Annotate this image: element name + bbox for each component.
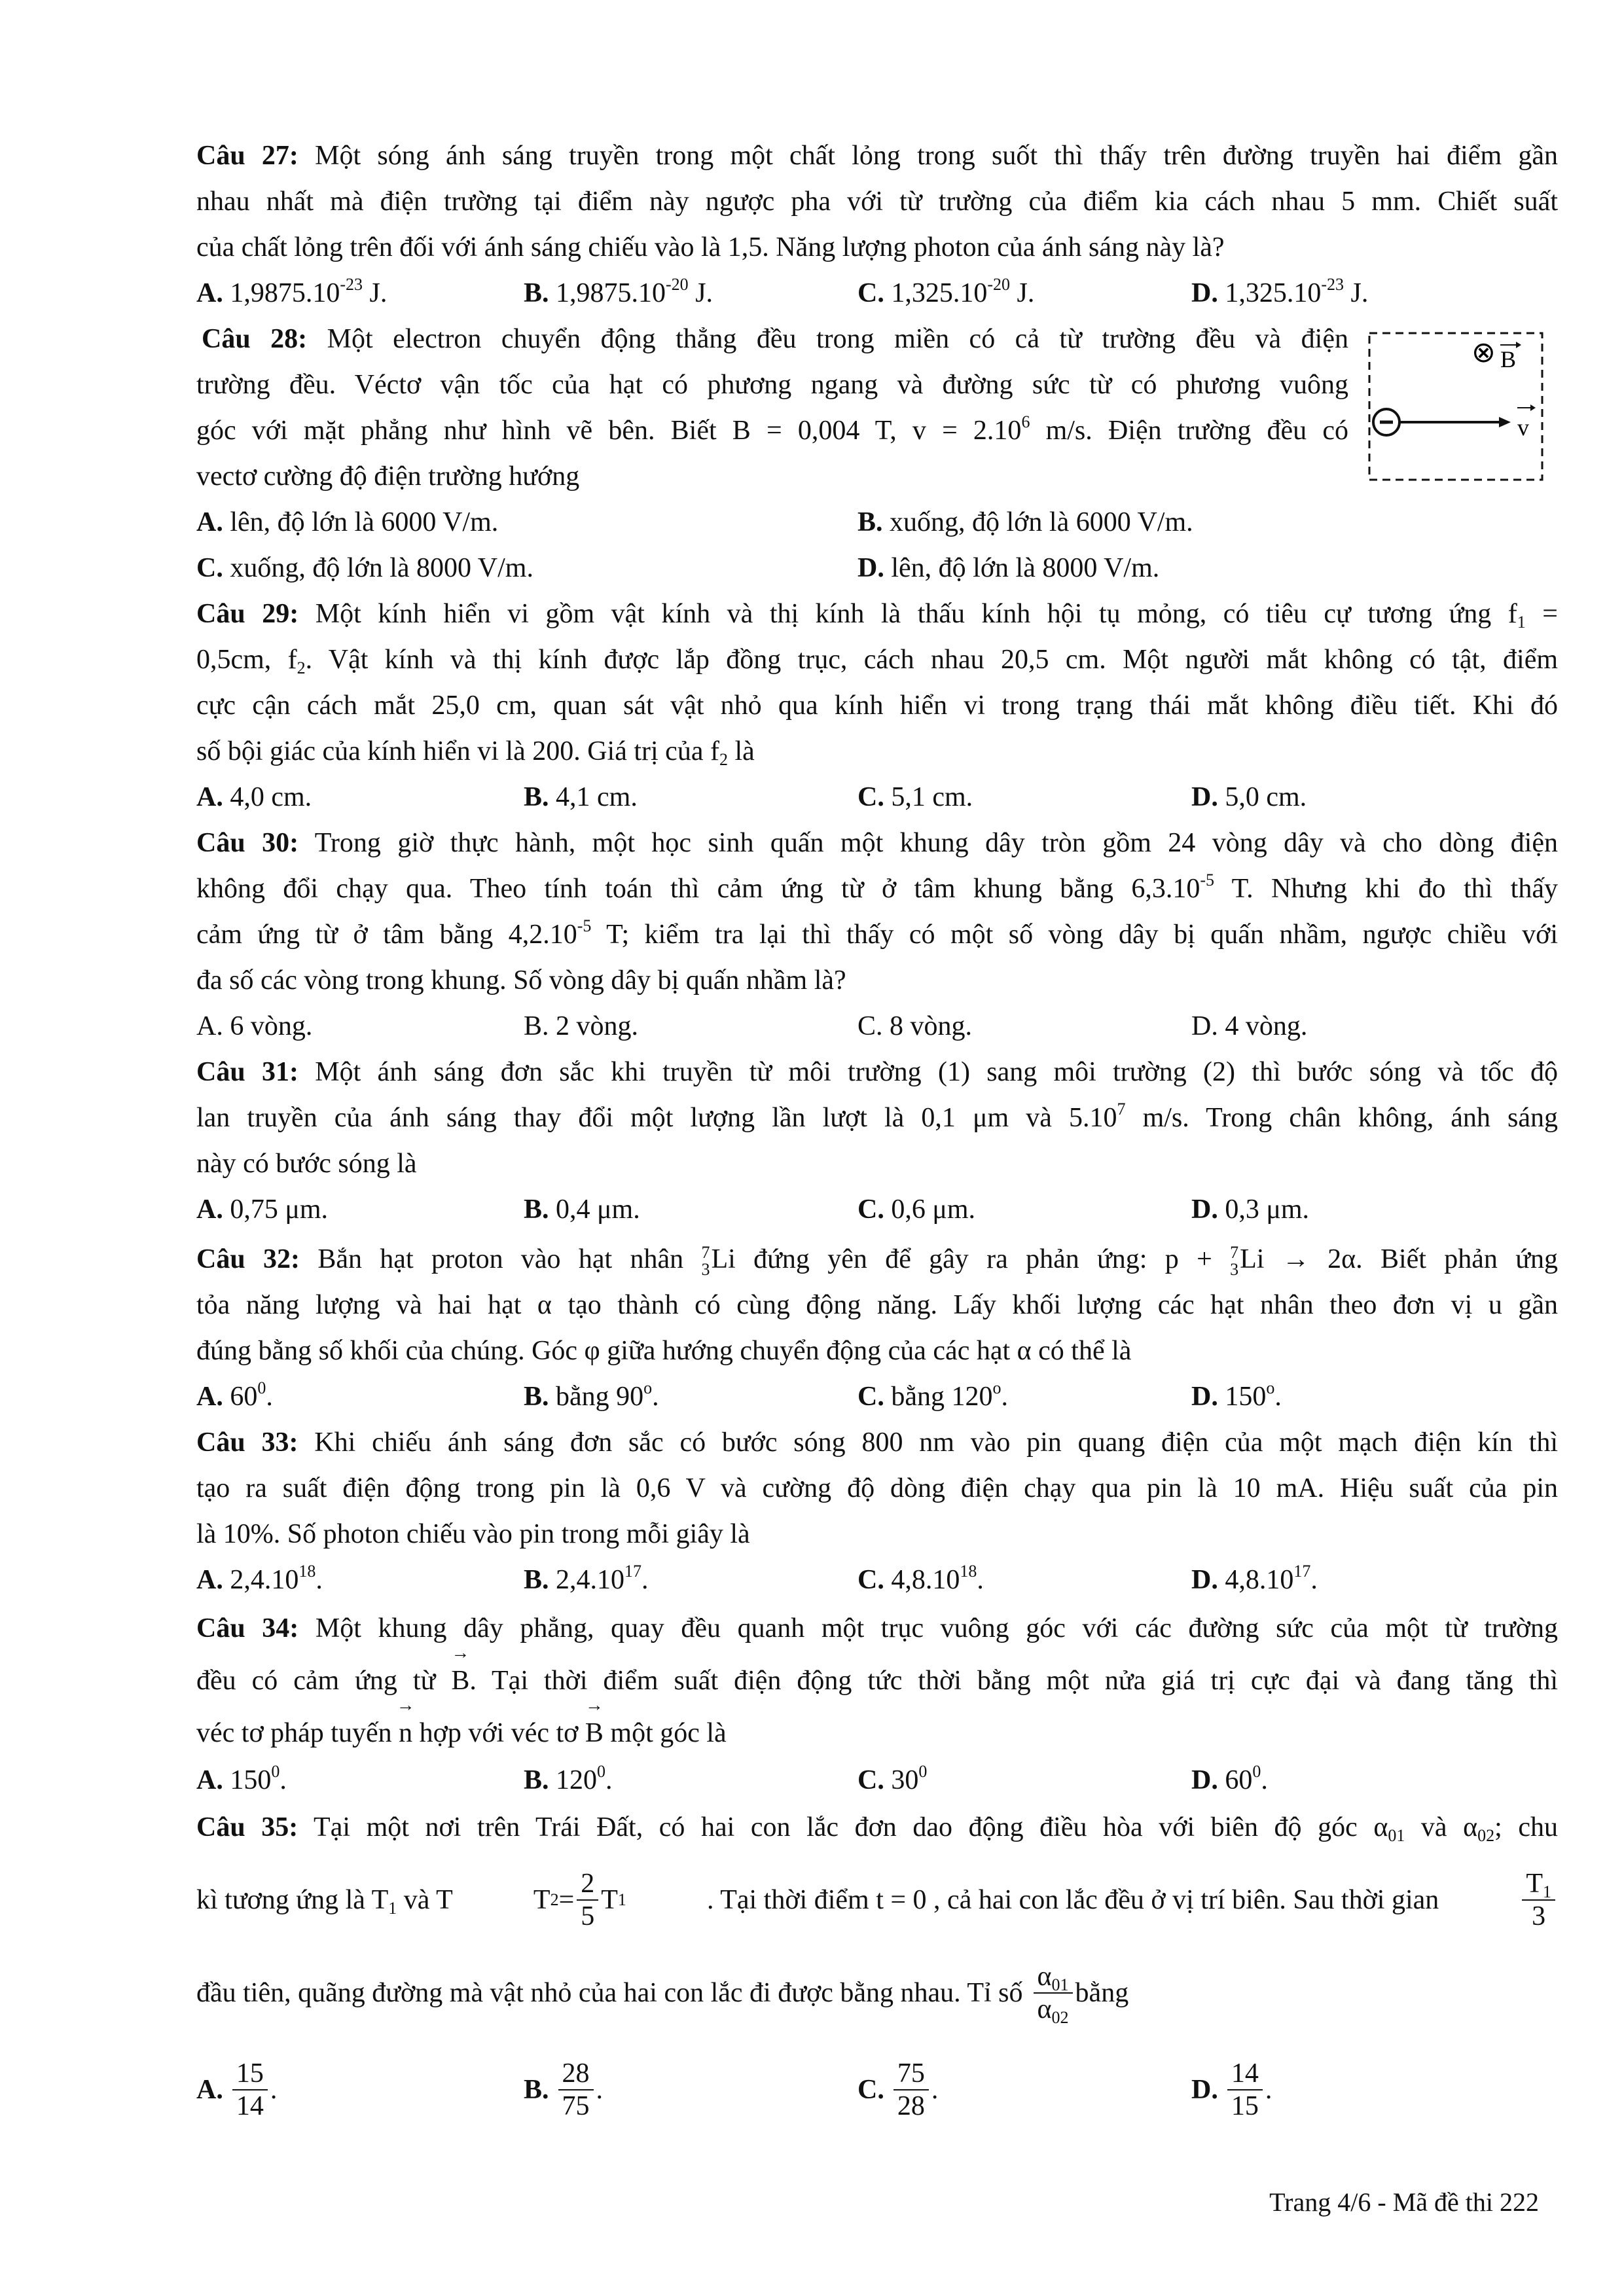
q29-line-3 xyxy=(196,687,1558,724)
page-footer: Trang 4/6 - Mã đề thi 222 xyxy=(1269,2187,1539,2217)
q28-line-1 xyxy=(202,321,1348,357)
q32-line-1: Câu 32: Bắn hạt proton vào hạt nhân 7 3 Li đứng yên để gây ra phản ứng: p + 7 3 Li → 2α. Biết phản ứng xyxy=(196,1243,1558,1280)
q28-option-a[interactable]: A. lên, độ lớn là 6000 V/m. xyxy=(196,507,499,537)
q27-line-2 xyxy=(196,183,1558,220)
q35-option-d[interactable]: D. $\frac{14}{15}$ . xyxy=(1191,2058,1272,2121)
q28-text-2: trường đều. Véctơ vận tốc của hạt có phương ngang và đường sức từ có phương vuông xyxy=(196,370,1348,400)
q34-option-a[interactable]: A. $150^0$. xyxy=(196,1762,287,1795)
q29-option-c[interactable]: C. 5,1 cm. xyxy=(857,782,973,812)
q34-line-3: véc tơ pháp tuyến → n hợp với véc tơ → B một góc là xyxy=(196,1715,1558,1751)
q30-option-b[interactable]: B. 2 vòng. xyxy=(524,1011,639,1041)
q27-option-a[interactable]: A. $1,9875.10^{-23}$ J. xyxy=(196,275,388,308)
v-vector-arrowhead xyxy=(1530,404,1536,411)
q33-line-2: tạo ra suất điện động trong pin là 0,6 V và cường độ dòng điện chạy qua pin là 10 mA. Hiệu suất của pin xyxy=(196,1473,1558,1503)
q28-field-diagram xyxy=(1367,331,1545,482)
q33-line-1: Câu 33: Khi chiếu ánh sáng đơn sắc có bước sóng 800 nm vào pin quang điện của một mạch điện kín thì xyxy=(196,1427,1559,1458)
diagram-dashed-border xyxy=(1369,333,1542,480)
q33-option-d[interactable]: D. 4,8.10$^{17}$. xyxy=(1191,1562,1318,1595)
q31-label: Câu 31: xyxy=(196,1057,298,1087)
q31-line-2: lan truyền của ánh sáng thay đổi một lượng lần lượt là 0,1 μm và 5.10$^7$ m/s. Trong chân không, ánh sáng xyxy=(196,1100,1559,1133)
q29-line-1: Câu 29: Một kính hiển vi gồm vật kính và thị kính là thấu kính hội tụ mỏng, có tiêu cự tương ứng $f_1$ = xyxy=(196,599,1558,632)
q31-line-1: Câu 31: Một ánh sáng đơn sắc khi truyền từ môi trường (1) sang môi trường (2) thì bước sóng và tốc độ xyxy=(196,1057,1558,1087)
q29-option-b[interactable]: B. 4,1 cm. xyxy=(524,782,638,812)
q34-line-2: đều có cảm ứng từ → B. Tại thời điểm suất điện động tức thời bằng một nửa giá trị cực đại và đang tăng thì xyxy=(196,1662,1558,1699)
q27-line-1 xyxy=(196,137,1558,174)
q27-text-1: Một sóng ánh sáng truyền trong một chất lỏng trong suốt thì thấy trên đường truyền hai điểm gần xyxy=(298,141,1558,171)
q30-line-3: cảm ứng từ ở tâm bằng $4,2.10^{-5}$ T; kiểm tra lại thì thấy có một số vòng dây bị quấn nhầm, ngược chiều với xyxy=(196,916,1558,950)
q28-label: Câu 28: xyxy=(202,324,308,354)
q31-option-c[interactable]: C. 0,6 μm. xyxy=(857,1194,976,1225)
q29-option-d[interactable]: D. 5,0 cm. xyxy=(1191,782,1307,812)
q27-label: Câu 27: xyxy=(196,141,298,171)
v-label: v xyxy=(1517,414,1529,440)
b-field-label: B xyxy=(1500,346,1517,372)
q33-option-b[interactable]: B. 2,4.10$^{17}$. xyxy=(524,1562,649,1595)
vector-n-symbol: → n xyxy=(399,1715,412,1751)
q35-option-c[interactable]: C. $\frac{75}{28}$ . xyxy=(857,2058,939,2121)
q28-line-3: góc với mặt phẳng như hình vẽ bên. Biết B = 0,004 T, $v = 2.10^6$ m/s. Điện trường đều có xyxy=(196,412,1348,446)
q32-option-d[interactable]: D. 150$^o$. xyxy=(1191,1378,1282,1412)
q33-option-c[interactable]: C. 4,8.10$^{18}$. xyxy=(857,1562,984,1595)
q30-line-1: Câu 30: Trong giờ thực hành, một học sinh quấn một khung dây tròn gồm 24 vòng dây và cho dòng điện xyxy=(196,828,1558,858)
q35-option-a[interactable]: A. $\frac{15}{14}$ . xyxy=(196,2058,278,2121)
q33-label: Câu 33: xyxy=(196,1427,298,1458)
q35-line-3: đầu tiên, quãng đường mà vật nhỏ của hai con lắc đi được bằng nhau. Tỉ số $\frac{\alpha_{01}}{\alpha_{02}}$ bằng xyxy=(196,1962,1129,2027)
q30-option-a[interactable]: A. 6 vòng. xyxy=(196,1011,313,1041)
q35-line-1: Câu 35: Tại một nơi trên Trái Đất, có hai con lắc đơn dao động điều hòa với biên độ góc $\alpha_{01}$ và $\alpha_{02}$; chu xyxy=(196,1812,1559,1845)
vector-b-symbol-2: → B xyxy=(585,1715,604,1751)
q34-option-b[interactable]: B. $120^0$. xyxy=(524,1762,613,1795)
lithium-nuclide-2: 7 3 xyxy=(1230,1243,1239,1280)
q31-option-a[interactable]: A. 0,75 μm. xyxy=(196,1194,329,1225)
q27-option-d[interactable]: D. $1,325.10^{-23}$ J. xyxy=(1191,275,1369,308)
fraction-two-fifths: $\frac{2}{5}$ xyxy=(577,1868,598,1932)
fraction-t1-over-3: $\frac{T_1}{3}$ xyxy=(1522,1868,1555,1932)
b-vector-arrowhead xyxy=(1516,342,1521,348)
q29-option-a[interactable]: A. 4,0 cm. xyxy=(196,782,312,812)
q34-line-1: Câu 34: Một khung dây phẳng, quay đều quanh một trục vuông góc với các đường sức của một từ trường xyxy=(196,1613,1558,1643)
q30-line-4: đa số các vòng trong khung. Số vòng dây bị quấn nhầm là? xyxy=(196,965,846,996)
q34-option-c[interactable]: C. $30^0$ xyxy=(857,1762,928,1795)
q28-diagram-svg xyxy=(1367,331,1545,482)
q34-option-d[interactable]: D. $60^0$. xyxy=(1191,1762,1268,1795)
q33-option-a[interactable]: A. 2,4.10$^{18}$. xyxy=(196,1562,323,1595)
q28-text-4: vectơ cường độ điện trường hướng xyxy=(196,461,580,492)
q27-text-2: nhau nhất mà điện trường tại điểm này ngược pha với từ trường của điểm kia cách nhau 5 mm. Chiết suất xyxy=(196,187,1558,217)
q27-option-b[interactable]: B. $1,9875.10^{-20}$ J. xyxy=(524,275,713,308)
q28-line-2 xyxy=(196,367,1348,403)
lithium-nuclide-1: 7 3 xyxy=(701,1243,710,1280)
q30-option-d[interactable]: D. 4 vòng. xyxy=(1191,1011,1308,1041)
q29-label: Câu 29: xyxy=(196,599,299,629)
q32-label: Câu 32: xyxy=(196,1244,300,1274)
q28-option-b[interactable]: B. xuống, độ lớn là 6000 V/m. xyxy=(857,507,1193,537)
q27-text-3: của chất lỏng trên đối với ánh sáng chiếu vào là 1,5. Năng lượng photon của ánh sáng này là? xyxy=(196,232,1225,262)
q35-line-2: kì tương ứng là $T_1$ và T T 2 = $\frac{2}{5}$ T 1 . Tại thời điểm t = 0 , cả hai con lắc đều ở vị trí biên. Sau thời gian $\frac{T_1}{3}$ xyxy=(196,1864,1558,1936)
q31-line-3: này có bước sóng là xyxy=(196,1149,417,1179)
q30-line-2: không đổi chạy qua. Theo tính toán thì cảm ứng từ ở tâm khung bằng $6,3.10^{-5}$ T. Nhưng khi đo thì thấy xyxy=(196,870,1558,904)
q28-option-c[interactable]: C. xuống, độ lớn là 8000 V/m. xyxy=(196,553,533,583)
q34-label: Câu 34: xyxy=(196,1613,299,1643)
q31-option-b[interactable]: B. 0,4 μm. xyxy=(524,1194,640,1225)
q27-option-c[interactable]: C. $1,325.10^{-20}$ J. xyxy=(857,275,1035,308)
q32-option-a[interactable]: A. $60^0$. xyxy=(196,1378,273,1412)
q28-option-d[interactable]: D. lên, độ lớn là 8000 V/m. xyxy=(857,553,1160,583)
q28-text-1: Một electron chuyển động thẳng đều trong miền có cả từ trường đều và điện xyxy=(307,324,1348,354)
velocity-arrowhead-icon xyxy=(1499,417,1511,427)
q27-line-3 xyxy=(196,229,1558,266)
q31-option-d[interactable]: D. 0,3 μm. xyxy=(1191,1194,1310,1225)
q32-line-2: tỏa năng lượng và hai hạt α tạo thành có cùng động năng. Lấy khối lượng các hạt nhân theo đơn vị u gần xyxy=(196,1290,1558,1320)
q33-line-3: là 10%. Số photon chiếu vào pin trong mỗi giây là xyxy=(196,1519,750,1549)
magnetic-field-into-page-icon: ⊗ xyxy=(1471,336,1496,369)
q30-label: Câu 30: xyxy=(196,828,299,858)
q29-line-4: số bội giác của kính hiển vi là 200. Giá trị của $f_2$ là xyxy=(196,736,755,769)
q35-option-b[interactable]: B. $\frac{28}{75}$ . xyxy=(524,2058,604,2121)
q32-option-b[interactable]: B. bằng 90$^o$. xyxy=(524,1378,659,1412)
q32-option-c[interactable]: C. bằng 120$^o$. xyxy=(857,1378,1008,1412)
q32-line-3: đúng bằng số khối của chúng. Góc φ giữa hướng chuyển động của các hạt α có thể là xyxy=(196,1336,1132,1366)
q35-label: Câu 35: xyxy=(196,1812,298,1842)
vector-b-symbol: → B xyxy=(451,1662,469,1699)
q28-line-4 xyxy=(196,458,1558,495)
q30-option-c[interactable]: C. 8 vòng. xyxy=(857,1011,973,1041)
q29-line-2: 0,5cm, $f_2$. Vật kính và thị kính được lắp đồng trục, cách nhau 20,5 cm. Một người mắt không có tật, điểm xyxy=(196,645,1558,677)
q29-text-3: cực cận cách mắt 25,0 cm, quan sát vật nhỏ qua kính hiển vi trong trạng thái mắt không điều tiết. Khi đó xyxy=(196,691,1558,721)
fraction-alpha-ratio: $\frac{\alpha_{01}}{\alpha_{02}}$ xyxy=(1034,1961,1073,2025)
